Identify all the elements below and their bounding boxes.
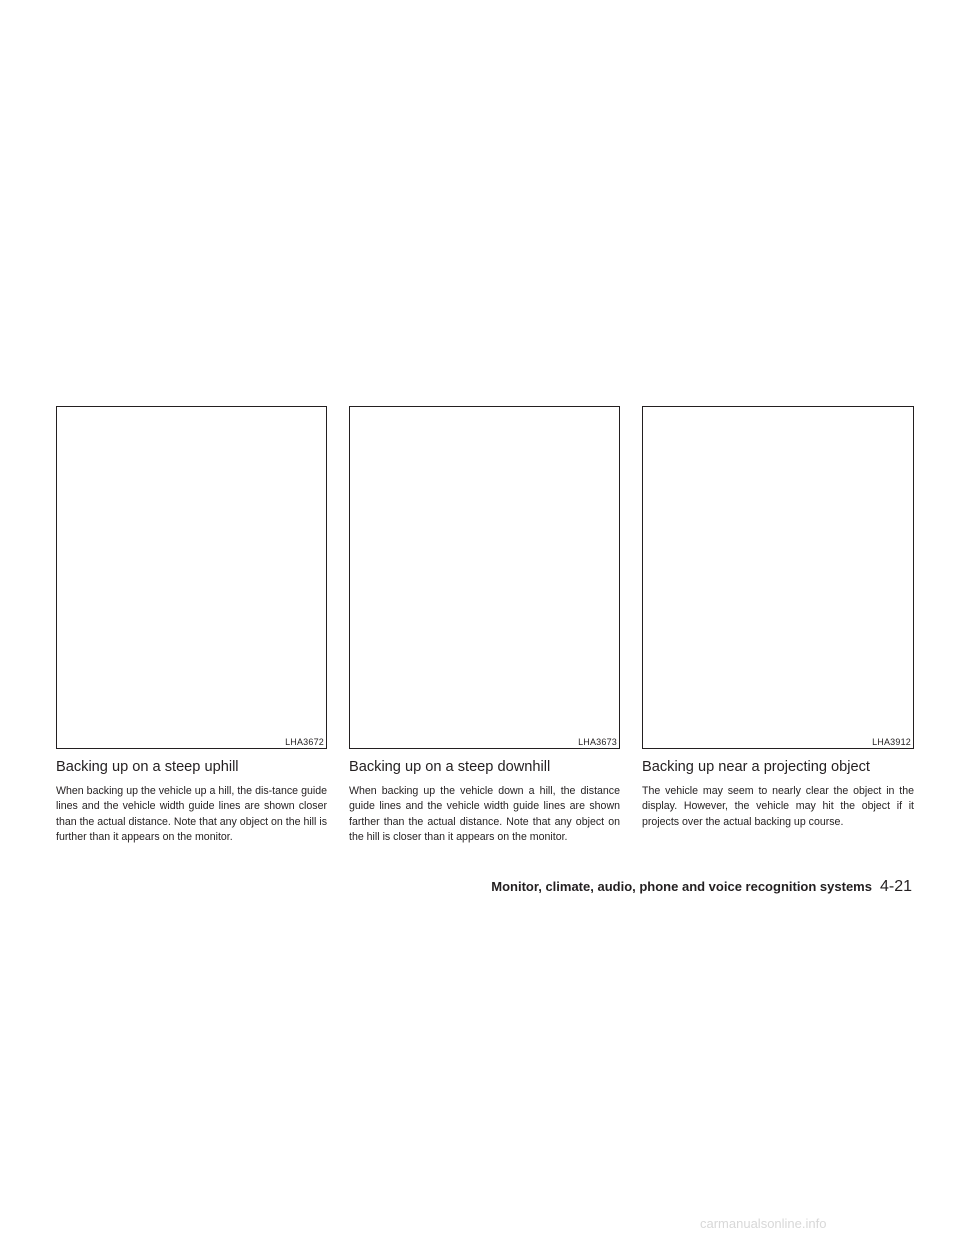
section-steep-downhill	[349, 406, 620, 846]
figure-code: LHA3673	[578, 737, 617, 747]
section-body: When backing up the vehicle down a hill, the distance guide lines and the vehicle width guide lines are shown farther than the actual distance. Note that any object on the hill is closer than it appears on the monitor.	[349, 785, 620, 844]
section-heading: Backing up on a steep uphill	[56, 759, 239, 775]
chapter-title: Monitor, climate, audio, phone and voice recognition systems	[491, 879, 872, 894]
page-number: 4-21	[879, 878, 912, 895]
watermark: carmanualsonline.info	[700, 1216, 827, 1231]
section-heading: Backing up near a projecting object	[642, 759, 870, 775]
section-steep-uphill	[56, 406, 327, 846]
section-body: When backing up the vehicle up a hill, the dis-tance guide lines and the vehicle width guide lines are shown closer than the actual distance. Note that any object on the hill is further than it appears on the monitor.	[56, 785, 327, 844]
page-footer	[491, 878, 912, 896]
figure-code: LHA3912	[872, 737, 911, 747]
section-body: The vehicle may seem to nearly clear the object in the display. However, the vehicle may hit the object if it projects over the actual backing up course.	[642, 785, 914, 828]
figure-placeholder	[56, 406, 327, 749]
figure-placeholder	[349, 406, 620, 749]
figure-placeholder	[642, 406, 914, 749]
section-heading: Backing up on a steep downhill	[349, 759, 551, 775]
figure-code: LHA3672	[285, 737, 324, 747]
section-projecting-object	[642, 406, 914, 830]
